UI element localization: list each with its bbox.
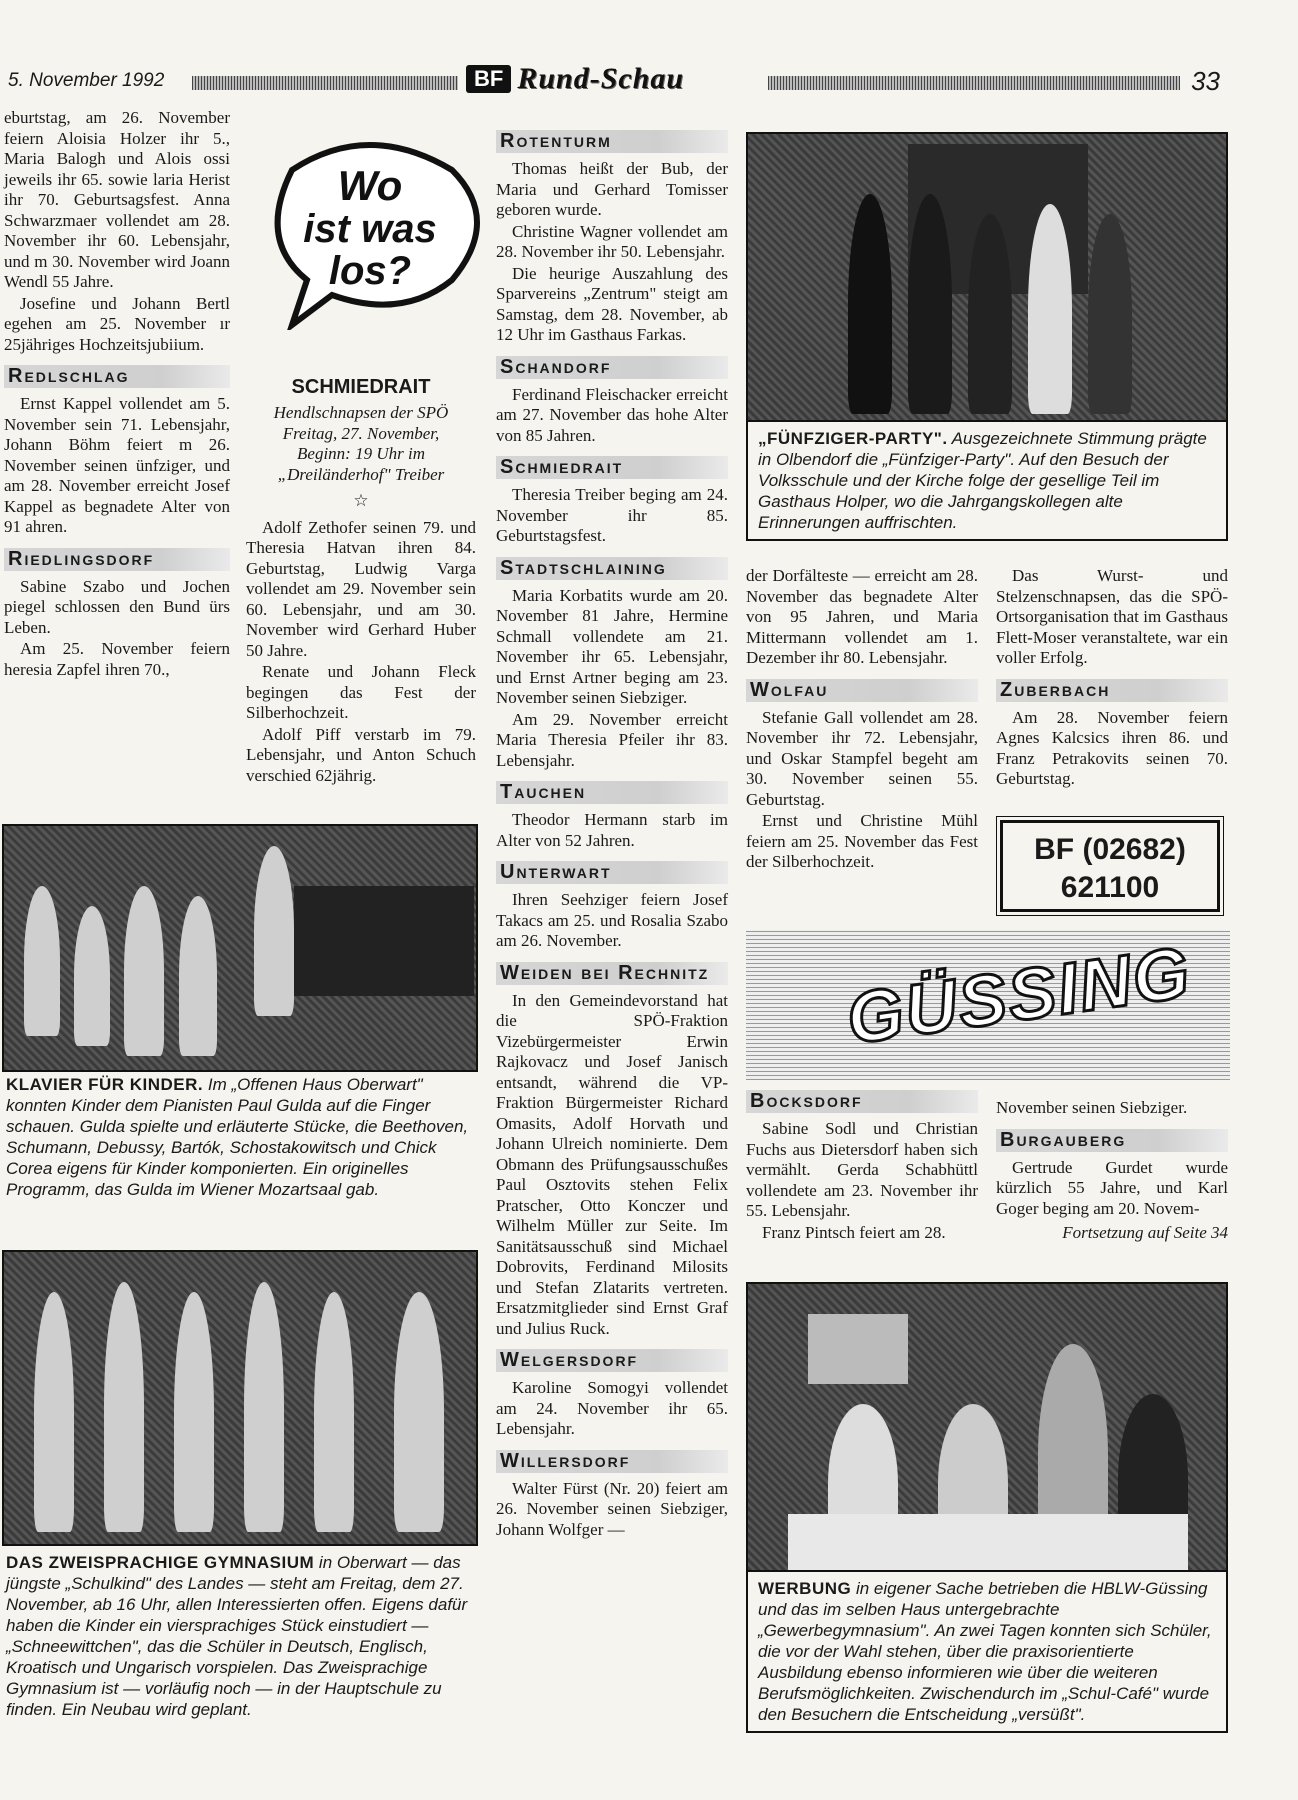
page-number: 33 <box>1191 66 1220 96</box>
article-text: Thomas heißt der Bub, der Maria und Gerhard Tomisser geboren wurde. <box>496 159 728 219</box>
article-text: Ferdinand Fleischacker erreicht am 27. November das hohe Alter von 85 Jahren. <box>496 384 728 445</box>
article-text: In den Gemeindevorstand hat die SPÖ-Fraktion Vizebürgermeister Erwin Rajkovacz und Josef Janisch entsandt, während die VP-Fraktion Bürgermeister Richard Omasits, Adolf Horvath und Johann Ulreich nominierte. Dem Obmann des Prüfungsausschußes Paul Osztovits stehen Felix Pratscher, Otto Konczer und Wilhelm Müller zur Seite. Im Sanitätsausschuß sind Michael Dobrovits, Ferdinand Milosits und Stefan Zlatarits vertreten. Ersatzmitglieder sind Ernst Graf und Julius Ruck. <box>496 990 728 1338</box>
article-text: Stefanie Gall vollendet am 28. November ihr 72. Lebensjahr, und Oskar Stampfel begeht am 30. November seinen 55. Geburtstag. <box>746 707 978 809</box>
section-heading: Stadtschlaining <box>496 557 728 580</box>
photo-piano-children <box>2 824 478 1072</box>
column-4b <box>746 1090 978 1244</box>
article-text: Maria Korbatits wurde am 20. November 81 Jahre, Hermine Schmall vollendete am 21. November ihr 65. Lebensjahr, und Ernst Artner beging am 23. November seinen Siebziger. <box>496 585 728 707</box>
caption-gymnasium <box>6 1552 472 1720</box>
section-heading: Rotenturm <box>496 130 728 153</box>
caption-title: WERBUNG <box>758 1579 852 1598</box>
caption-text: in eigener Sache betrieben die HBLW-Güssing und das im selben Haus untergebrachte „Gewerbegymnasium". An zwei Tagen konnten sich Schüler, die vor der Wahl stehen, über die praxisorientierte Ausbildung ebenso informieren wie über die weiteren Berufsmöglichkeiten. Zwischendurch im „Schul-Café" wurde den Besuchern die Entscheidung „versüßt". <box>758 1579 1212 1724</box>
article-text: eburtstag, am 26. November feiern Aloisia Holzer ihr 5., Maria Balogh und Alois ossi jeweils ihr 65. sowie laria Herist ihr 70. Geburtsagsfest. Anna Schwarzmaer vollendet am 28. November ihr 60. Lebensjahr, und m 30. November wird Joann Wendl 55 Jahre. <box>4 108 230 291</box>
article-text: Renate und Johann Fleck begingen das Fest der Silberhochzeit. <box>246 662 476 722</box>
photo-werbung-cafe <box>746 1282 1228 1572</box>
article-text: Am 28. November feiern Agnes Kalcsics ihren 86. und Franz Petrakovits seinen 70. Geburtstag. <box>996 707 1228 788</box>
bubble-line-3: los? <box>328 249 412 293</box>
column-4 <box>746 566 978 874</box>
article-text: Sabine Szabo und Jochen piegel schlossen den Bund ürs Leben. <box>4 576 230 637</box>
continuation-note: Fortsetzung auf Seite 34 <box>1062 1223 1228 1242</box>
photo-gymnasium-class <box>2 1250 478 1546</box>
article-text: November seinen Siebziger. <box>996 1098 1188 1117</box>
article-text: Das Wurst- und Stelzenschnapsen, das die SPÖ-Ortsorganisation that im Gasthaus Flett-Moser veranstaltete, war ein voller Erfolg. <box>996 566 1228 667</box>
section-heading: Schandorf <box>496 356 728 379</box>
article-text: der Dorfälteste — erreicht am 28. November das begnadete Alter von 95 Jahren, und Maria Mittermann vollendet am 1. Dezember ihr 80. Lebensjahr. <box>746 566 978 667</box>
column-3 <box>496 130 728 1541</box>
column-5 <box>996 566 1228 791</box>
section-heading: Welgersdorf <box>496 1349 728 1372</box>
phone-line-1: BF (02682) <box>1034 833 1186 866</box>
caption-title: „FÜNFZIGER-PARTY". <box>758 429 948 448</box>
caption-party <box>746 420 1228 541</box>
phone-number: 621100 <box>1060 871 1160 904</box>
section-heading: Wolfau <box>746 679 978 702</box>
section-heading: Bocksdorf <box>746 1090 978 1113</box>
article-text: Ernst Kappel vollendet am 5. November sein 71. Lebensjahr, Johann Böhm feiert m 26. November seinen ünfziger, und am 28. November erreicht Josef Kappel as begnadete Alter von 91 ahren. <box>4 394 230 536</box>
article-text: Adolf Zethofer seinen 79. und Theresia Hatvan ihren 84. Geburtstag, Ludwig Varga vollendet am 29. November sein 60. Lebensjahr, und am 30. November wird Gerhard Huber 50 Jahre. <box>246 517 476 660</box>
caption-text: in Oberwart — das jüngste „Schulkind" des Landes — steht am Freitag, dem 27. November, ab 16 Uhr, allen Interessierten offen. Eigens dafür haben die Kinder ein viersprachiges Stück einstudiert — „Schneewittchen", das die Schüler in Deutsch, Englisch, Kroatisch und Ungarisch vorspielen. Das Zweisprachige Gymnasium ist — vorläufig noch — in der Hauptschule zu finden. Ein Neubau wird geplant. <box>6 1553 468 1719</box>
caption-klavier <box>6 1074 472 1200</box>
article-text: Gertrude Gurdet wurde kürzlich 55 Jahre, und Karl Goger beging am 20. Novem- <box>996 1157 1228 1218</box>
caption-werbung <box>746 1570 1228 1733</box>
column-2 <box>246 376 476 787</box>
article-text: Am 25. November feiern heresia Zapfel ihren 70., <box>4 639 230 679</box>
section-heading: Schmiedrait <box>496 456 728 479</box>
gussing-banner <box>746 930 1230 1080</box>
article-text: Am 29. November erreicht Maria Theresia Pfeiler ihr 83. Lebensjahr. <box>496 709 728 770</box>
article-text: Sabine Sodl und Christian Fuchs aus Dietersdorf haben sich vermählt. Gerda Schabhüttl vollendete am 23. November ihr 55. Lebensjahr. <box>746 1119 978 1220</box>
phone-box <box>1000 820 1220 912</box>
section-heading: Zuberbach <box>996 679 1228 702</box>
caption-title: DAS ZWEISPRACHIGE GYMNASIUM <box>6 1553 315 1572</box>
column-5b <box>996 1098 1228 1244</box>
section-heading: Redlschlag <box>4 365 230 388</box>
section-heading: Willersdorf <box>496 1450 728 1473</box>
bubble-line-2: ist was <box>303 207 437 251</box>
article-text: Christine Wagner vollendet am 28. November ihr 50. Lebensjahr. <box>496 221 728 261</box>
logo-bf: BF <box>466 65 511 93</box>
logo-title: Rund-Schau <box>517 62 685 95</box>
caption-text: Im „Offenen Haus Oberwart" konnten Kinder dem Pianisten Paul Gulda auf die Finger schauen. Gulda spielte und erläuterte Stücke, die Beethoven, Schumann, Debussy, Bartók, Schostakowitsch und Chick Corea eigens für Kinder komponierten. Ein originelles Programm, das Gulda im Wiener Mozartsaal gab. <box>6 1075 469 1199</box>
section-heading: Tauchen <box>496 781 728 804</box>
bubble-line-1: Wo <box>337 162 403 209</box>
photo-fuenfziger-party <box>746 132 1228 422</box>
gussing-title: GÜSSING <box>842 932 1196 1060</box>
section-heading: Weiden bei Rechnitz <box>496 962 728 985</box>
caption-title: KLAVIER FÜR KINDER. <box>6 1075 204 1094</box>
article-text: Ernst und Christine Mühl feiern am 25. November das Fest der Silberhochzeit. <box>746 811 978 871</box>
article-text: Josefine und Johann Bertl egehen am 25. November ır 25jähriges Hochzeitsjubiium. <box>4 293 230 354</box>
article-text: Die heurige Auszahlung des Sparvereins „Zentrum" steigt am Samstag, dem 28. November, ab 12 Uhr im Gasthaus Farkas. <box>496 263 728 344</box>
header-rule-right <box>768 76 1180 90</box>
article-text: Franz Pintsch feiert am 28. <box>762 1222 946 1242</box>
star-icon: ☆ <box>353 491 369 510</box>
article-text: Theodor Hermann starb im Alter von 52 Jahren. <box>496 810 728 850</box>
column-1 <box>4 108 230 681</box>
event-line: Freitag, 27. November, <box>282 423 440 443</box>
section-heading: Riedlingsdorf <box>4 548 230 571</box>
section-heading: Burgauberg <box>996 1129 1228 1152</box>
article-text: Karoline Somogyi vollendet am 24. November ihr 65. Lebensjahr. <box>496 1378 728 1438</box>
masthead-logo <box>466 62 684 96</box>
article-text: Adolf Piff verstarb im 79. Lebensjahr, und Anton Schuch verschied 62jährig. <box>246 724 476 785</box>
header-rule-left <box>192 76 458 90</box>
event-line: Beginn: 19 Uhr im <box>297 444 425 463</box>
article-text: Theresia Treiber beging am 24. November ihr 85. Geburtstagsfest. <box>496 485 728 545</box>
speech-bubble-graphic <box>252 130 484 330</box>
event-line: „Dreiländerhof" Treiber <box>277 464 445 484</box>
section-heading: SCHMIEDRAIT <box>291 376 431 398</box>
section-heading: Unterwart <box>496 861 728 884</box>
article-text: Ihren Seehziger feiern Josef Takacs am 25. und Rosalia Szabo am 26. November. <box>496 890 728 950</box>
event-line: Hendlschnapsen der SPÖ <box>273 403 449 422</box>
article-text: Walter Fürst (Nr. 20) feiert am 26. November seinen Siebziger, Johann Wolfger — <box>496 1478 728 1539</box>
issue-date: 5. November 1992 <box>8 70 165 91</box>
caption-text: Ausgezeichnete Stimmung prägte in Olbendorf die „Fünfziger-Party". Auf den Besuch der Volksschule und der Kirche folge der gesellige Teil im Gasthaus Holper, wo die Jahrgangskollegen alte Erinnerungen auffrischten. <box>758 429 1207 532</box>
